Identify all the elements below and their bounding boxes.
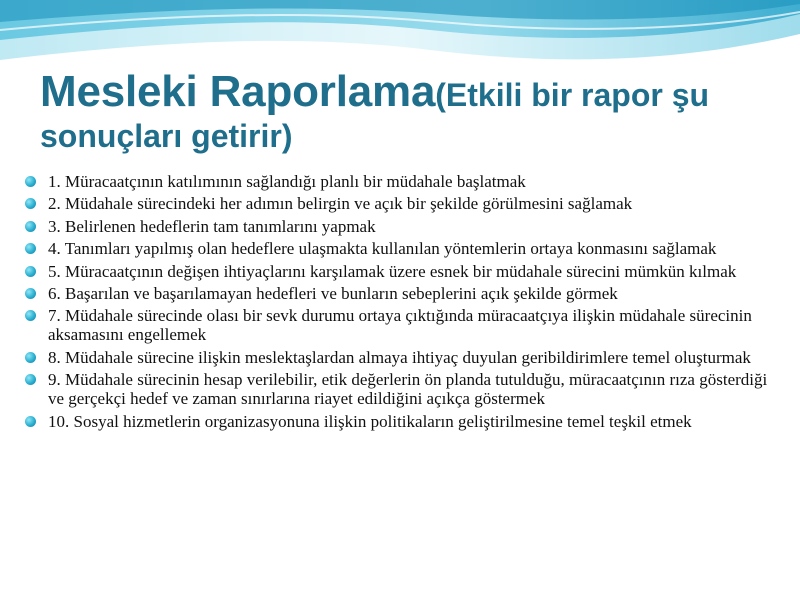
bullet-icon [25,176,36,187]
list-item [22,239,782,258]
list-item-text: 1. Müracaatçının katılımının sağlandığı planlı bir müdahale başlatmak [48,172,526,191]
list-item-text: 3. Belirlenen hedeflerin tam tanımlarını yapmak [48,216,376,236]
bullet-icon [25,374,36,385]
slide-title [40,66,780,156]
list-item-text: 7. Müdahale sürecinde olası bir sevk durumu ortaya çıktığında müracaatçıya ilişkin müdahale sürecinin aksamasını engellemek [48,306,752,345]
bullet-icon [25,221,36,232]
list-item [22,370,782,408]
list-item-text: 6. Başarılan ve başarılamayan hedefleri ve bunların sebeplerini açık şekilde görmek [48,283,618,303]
list-item [22,217,782,236]
bullet-icon [25,352,36,363]
list-item [22,412,782,431]
bullet-icon [25,288,36,299]
list-item [22,194,782,213]
bullet-icon [25,310,36,321]
bullet-icon [25,416,36,427]
list-item [22,306,782,344]
list-item-text: 2. Müdahale sürecindeki her adımın belirgin ve açık bir şekilde görülmesini sağlamak [48,194,633,214]
slide-title-sub: (Etkili bir rapor şu sonuçları getirir) [40,77,710,154]
bullet-list [22,172,782,434]
list-item-text: 9. Müdahale sürecinin hesap verilebilir, etik değerlerin ön planda tutulduğu, müracaatçının rıza gösterdiği ve gerçekçi hedef ve zaman sınırlarına riayet edildiğini açıkça göstermek [48,370,768,409]
bullet-icon [25,266,36,277]
list-item-text: 4. Tanımları yapılmış olan hedeflere ulaşmakta kullanılan yöntemlerin ortaya konmasını sağlamak [48,239,717,259]
bullet-icon [25,198,36,209]
list-item-text: 10. Sosyal hizmetlerin organizasyonuna ilişkin politikaların geliştirilmesine temel teşkil etmek [48,411,692,431]
list-item [22,172,782,191]
list-item-text: 5. Müracaatçının değişen ihtiyaçlarını karşılamak üzere esnek bir müdahale sürecini mümkün kılmak [48,261,737,281]
list-item-text: 8. Müdahale sürecine ilişkin meslektaşlardan almaya ihtiyaç duyulan geribildirimlere temel oluşturmak [48,347,751,367]
list-item [22,262,782,281]
bullet-icon [25,243,36,254]
list-item [22,348,782,367]
list-item [22,284,782,303]
slide-title-main: Mesleki Raporlama [40,67,436,116]
